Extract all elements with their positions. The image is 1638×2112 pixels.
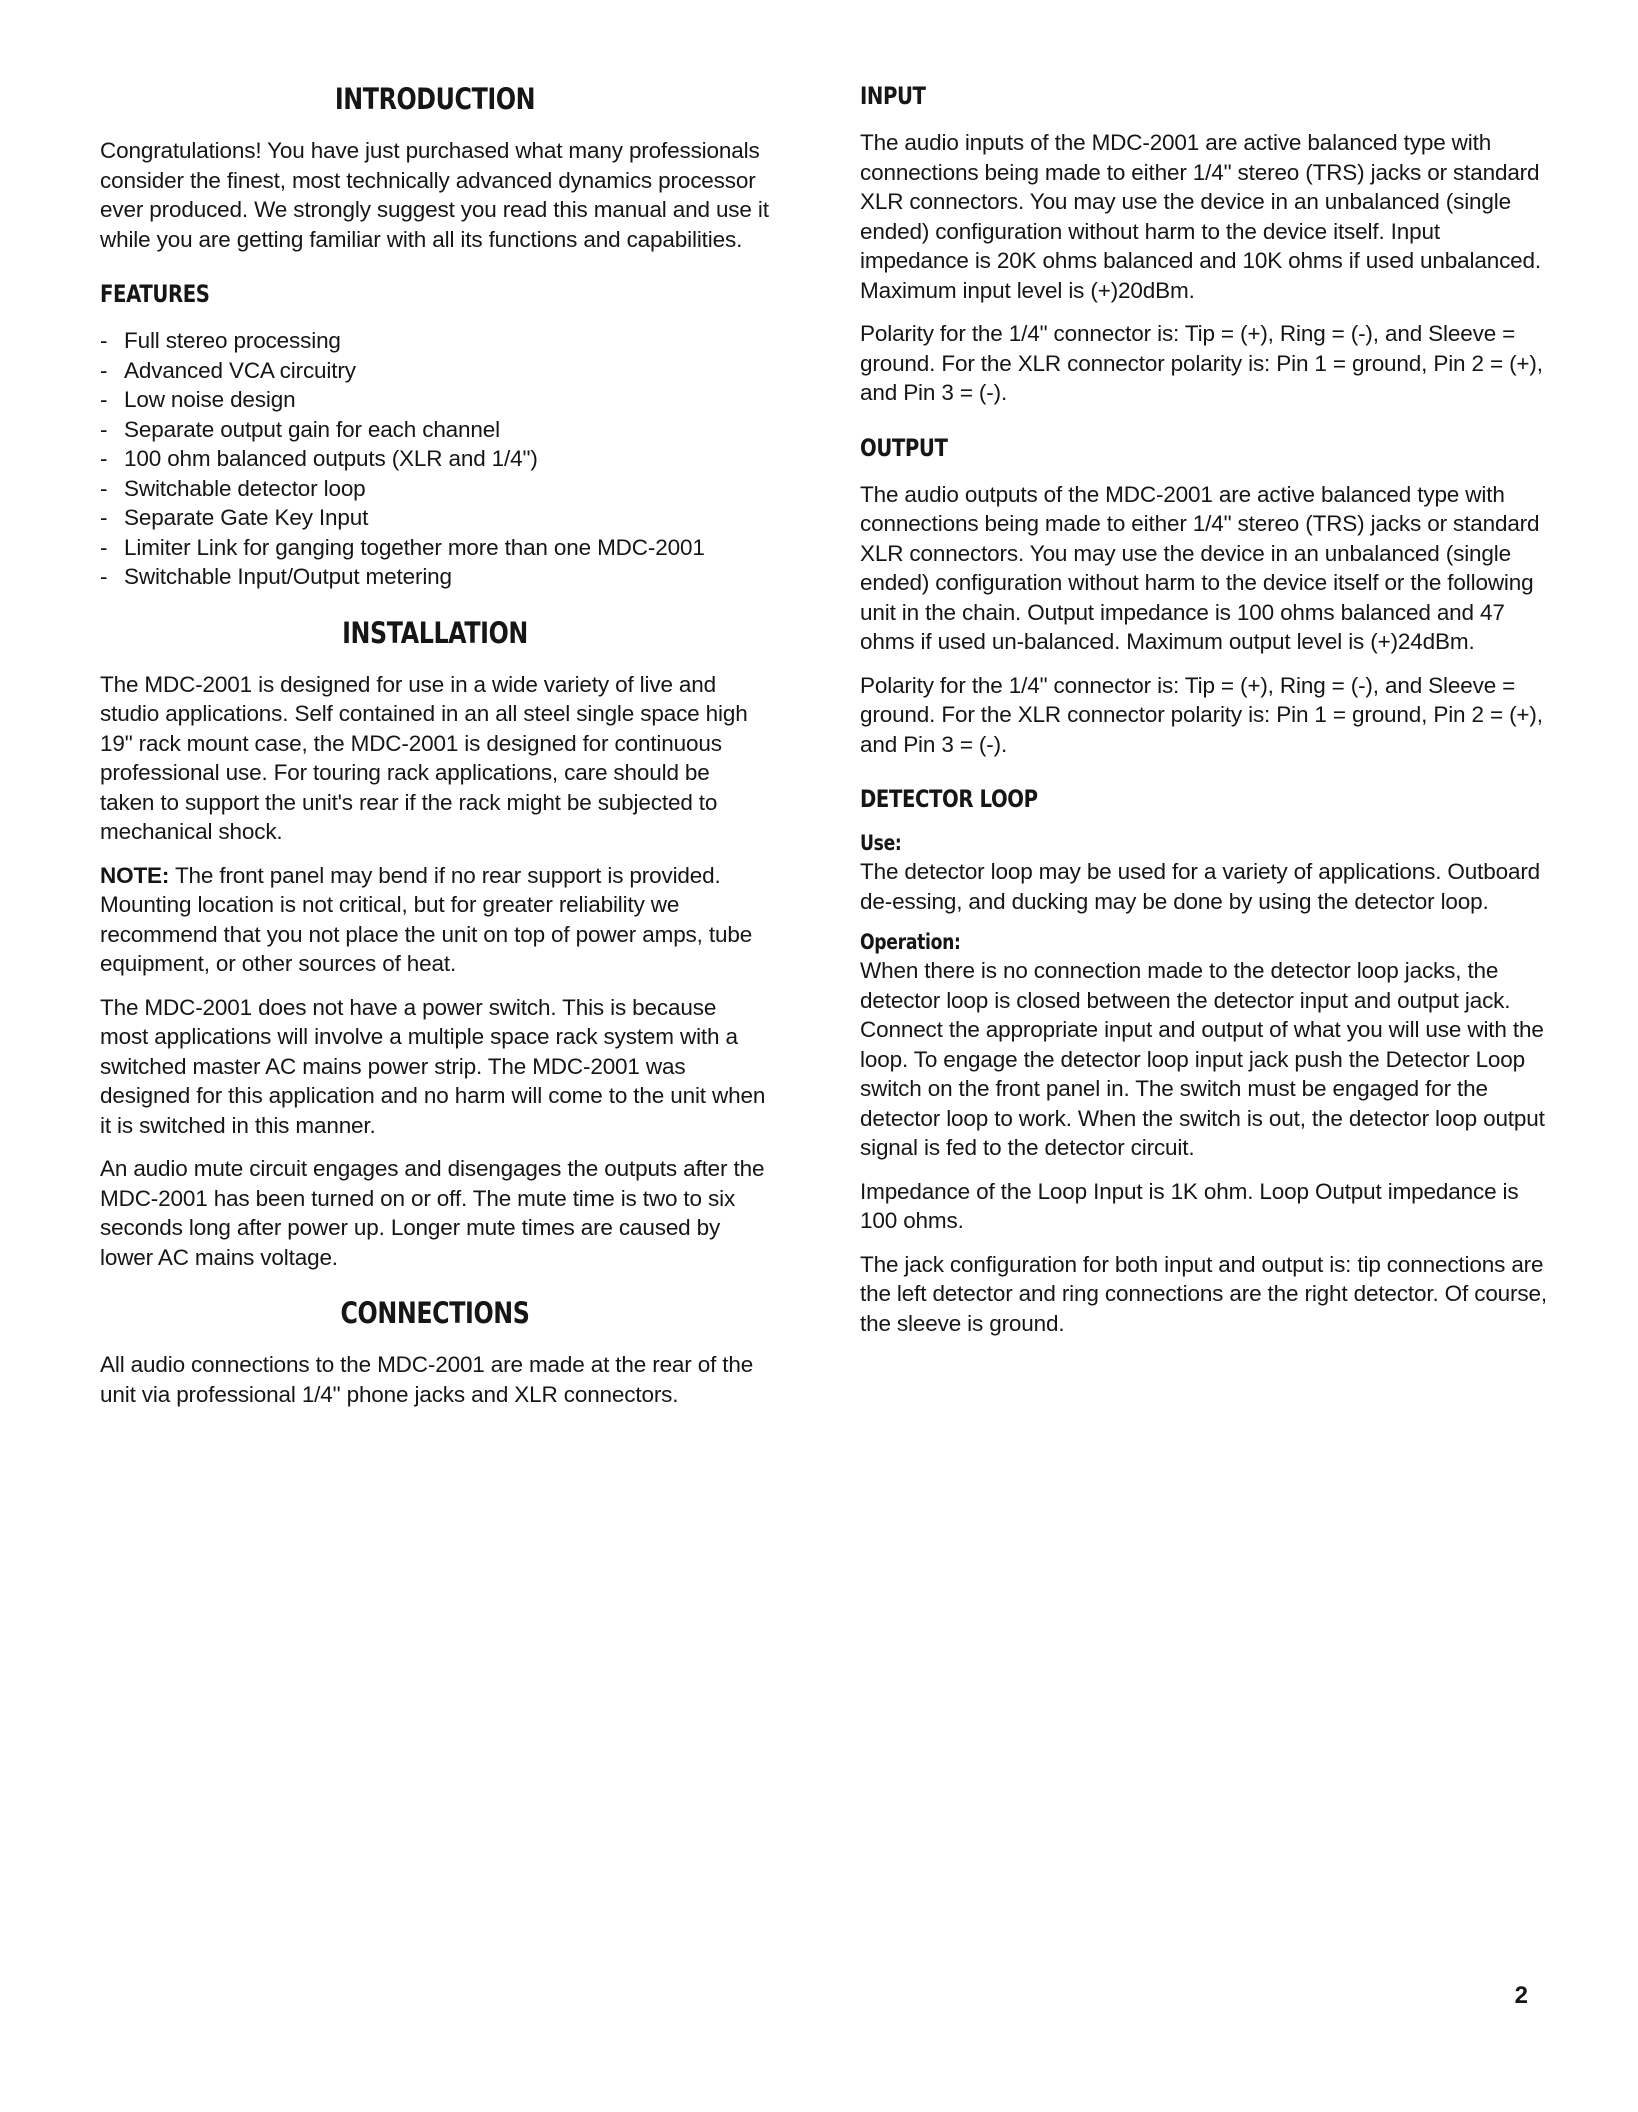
impedance-text: Impedance of the Loop Input is 1K ohm. Loop Output impedance is 100 ohms. bbox=[860, 1178, 1519, 1233]
input-heading: INPUT bbox=[860, 82, 926, 110]
detector-loop-heading: DETECTOR LOOP bbox=[860, 785, 1038, 813]
output-polarity: Polarity for the 1/4" connector is: Tip = (+), Ring = (-), and Sleeve = ground. For the XLR connector polarity is: Pin 1 = ground, Pin 2 = (+), and Pin 3 = (-). bbox=[860, 672, 1543, 757]
installation-paragraph: The MDC-2001 does not have a power switch. This is because most applications will involve a multiple space rack system with a switched master AC mains power strip. The MDC-2001 was designed for this application and no harm will come to the unit when it is switched in this manner. bbox=[100, 994, 766, 1138]
right-column bbox=[860, 60, 1550, 1352]
features-list bbox=[100, 326, 770, 592]
jack-configuration-text: The jack configuration for both input and output is: tip connections are the left detector and ring connections are the right detector. Of course, the sleeve is ground. bbox=[860, 1251, 1547, 1336]
note-label: NOTE: bbox=[100, 862, 170, 888]
use-subheading: Use: bbox=[860, 831, 902, 855]
input-polarity: Polarity for the 1/4" connector is: Tip = (+), Ring = (-), and Sleeve = ground. For the XLR connector polarity is: Pin 1 = ground, Pin 2 = (+), and Pin 3 = (-). bbox=[860, 321, 1543, 405]
page-number: 2 bbox=[1514, 1982, 1528, 2009]
operation-subheading: Operation: bbox=[860, 930, 961, 954]
installation-note bbox=[100, 861, 770, 979]
installation-heading: INSTALLATION bbox=[342, 615, 528, 650]
input-paragraph: The audio inputs of the MDC-2001 are active balanced type with connections being made to either 1/4" stereo (TRS) jacks or standard XLR connectors. You may use the device in an unbalanced (single ended) configuration without harm to the device itself. Input impedance is 20K ohms balanced and 10K ohms if used unbalanced. Maximum input level is (+)20dBm. bbox=[860, 130, 1542, 303]
installation-paragraph: The MDC-2001 is designed for use in a wide variety of live and studio applications. Self contained in an all steel single space high 19" rack mount case, the MDC-2001 is designed for continuous professional use. For touring rack applications, care should be taken to support the unit's rear if the rack might be subjected to mechanical shock. bbox=[100, 671, 748, 844]
output-paragraph: The audio outputs of the MDC-2001 are active balanced type with connections being made to either 1/4" stereo (TRS) jacks or standard XLR connectors. You may use the device in an unbalanced (single ended) configuration without harm to the device itself or the following unit in the chain. Output impedance is 100 ohms balanced and 47 ohms if used un-balanced. Maximum output level is (+)24dBm. bbox=[860, 481, 1540, 654]
feature-item: - Switchable Input/Output metering bbox=[100, 564, 452, 589]
operation-text: When there is no connection made to the detector loop jacks, the detector loop is closed between the detector input and output jack. Connect the appropriate input and output of what you will use with the loop. To engage the detector loop input jack push the Detector Loop switch on the front panel in. The switch must be engaged for the detector loop to work. When the switch is out, the detector loop output signal is fed to the detector circuit. bbox=[860, 958, 1545, 1160]
feature-item: - Switchable detector loop bbox=[100, 475, 366, 501]
installation-paragraph: An audio mute circuit engages and disengages the outputs after the MDC-2001 has been turned on or off. The mute time is two to six seconds long after power up. Longer mute times are caused by lower AC mains voltage. bbox=[100, 1156, 765, 1270]
feature-item: - Low noise design bbox=[100, 387, 296, 412]
feature-item: - Separate Gate Key Input bbox=[100, 505, 369, 530]
feature-item: - 100 ohm balanced outputs (XLR and 1/4") bbox=[100, 446, 538, 471]
introduction-text: Congratulations! You have just purchased what many professionals consider the finest, most technically advanced dynamics processor ever produced. We strongly suggest you read this manual and use it while you are getting familiar with all its functions and capabilities. bbox=[100, 138, 769, 252]
introduction-heading: INTRODUCTION bbox=[334, 82, 536, 116]
feature-item: - Advanced VCA circuitry bbox=[100, 357, 356, 383]
note-text: The front panel may bend if no rear support is provided. Mounting location is not critical, but for greater reliability we recommend that you not place the unit on top of power amps, tube equipment, or other sources of heat. bbox=[100, 862, 753, 976]
features-heading: FEATURES bbox=[100, 280, 210, 308]
feature-item: - Full stereo processing bbox=[100, 328, 341, 353]
left-column bbox=[100, 60, 770, 1423]
output-heading: OUTPUT bbox=[860, 433, 948, 462]
use-text: The detector loop may be used for a variety of applications. Outboard de-essing, and ducking may be done by using the detector loop. bbox=[860, 859, 1541, 914]
connections-text: All audio connections to the MDC-2001 are made at the rear of the unit via professional 1/4" phone jacks and XLR connectors. bbox=[100, 1352, 754, 1407]
feature-item: - Separate output gain for each channel bbox=[100, 416, 500, 442]
connections-heading: CONNECTIONS bbox=[340, 1296, 530, 1330]
feature-item: - Limiter Link for ganging together more than one MDC-2001 bbox=[100, 534, 705, 560]
